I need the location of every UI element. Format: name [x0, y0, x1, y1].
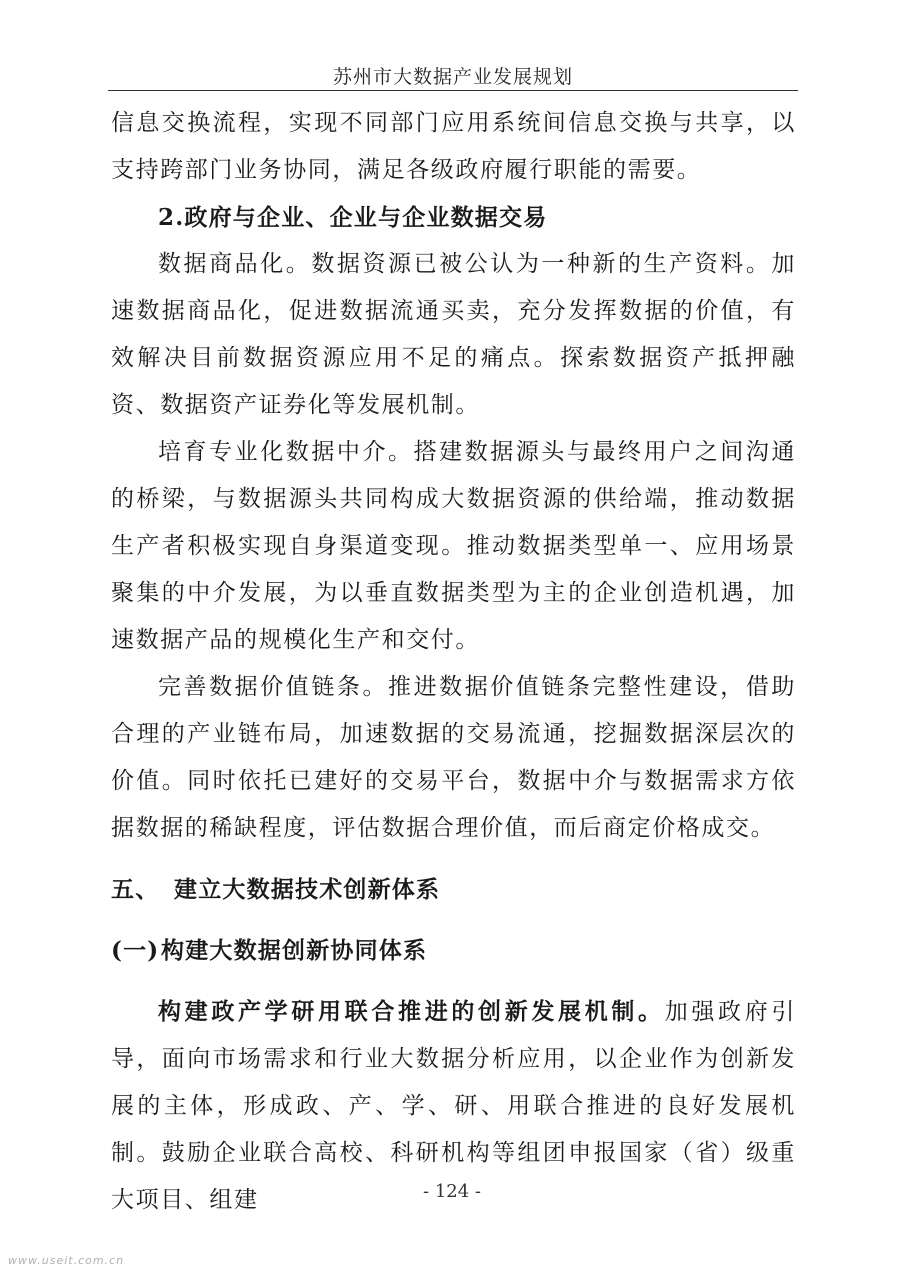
header-rule — [108, 90, 798, 91]
paragraph-continuation: 信息交换流程，实现不同部门应用系统间信息交换与共享，以支持跨部门业务协同，满足各级政府履行职能的需要。 — [111, 110, 796, 183]
lead-paragraph-text: 加强政府引导，面向市场需求和行业大数据分析应用，以企业作为创新发展的主体，形成政、产、学、研、用联合推进的良好发展机制。鼓励企业联合高校、科研机构等组团申报国家（省）级重大项目、组建 — [111, 999, 796, 1213]
watermark: www.useit.com.cn — [8, 1254, 125, 1267]
paragraph-data-intermediary: 培育专业化数据中介。搭建数据源头与最终用户之间沟通的桥梁，与数据源头共同构成大数据资源的供给端，推动数据生产者积极实现自身渠道变现。推动数据类型单一、应用场景聚集的中介发展，为以垂直数据类型为主的企业创造机遇，加速数据产品的规模化生产和交付。 — [111, 439, 796, 653]
subsection-title: 构建大数据创新协同体系 — [161, 937, 428, 964]
section-title: 建立大数据技术创新体系 — [174, 876, 441, 903]
running-header: 苏州市大数据产业发展规划 — [332, 66, 573, 88]
page-number: - 124 - — [423, 1181, 481, 1202]
section-heading — [111, 866, 796, 913]
paragraph-data-commodity: 数据商品化。数据资源已被公认为一种新的生产资料。加速数据商品化，促进数据流通买卖，充分发挥数据的价值，有效解决目前数据资源应用不足的痛点。探索数据资产抵押融资、数据资产证券化等发展机制。 — [111, 251, 796, 418]
subsection-number: (一) — [111, 937, 160, 964]
page-content — [111, 100, 796, 1224]
paragraph-value-chain: 完善数据价值链条。推进数据价值链条完整性建设，借助合理的产业链布局，加速数据的交易流通，挖掘数据深层次的价值。同时依托已建好的交易平台，数据中介与数据需求方依据数据的稀缺程度，评估数据合理价值，而后商定价格成交。 — [111, 674, 796, 841]
sub-heading-data-trading: 2.政府与企业、企业与企业数据交易 — [158, 204, 548, 231]
subsection-heading — [111, 927, 796, 974]
bold-lead-sentence: 构建政产学研用联合推进的创新发展机制。 — [158, 998, 665, 1025]
section-number: 五、 — [111, 876, 160, 903]
